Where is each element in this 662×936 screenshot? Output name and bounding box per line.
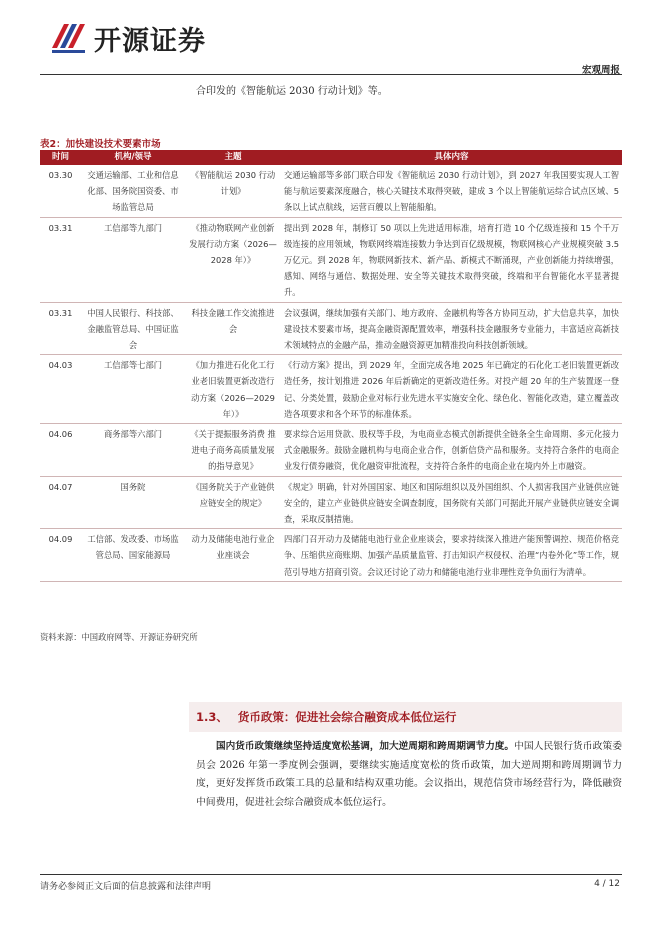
table-row — [40, 476, 622, 529]
cell-org: 交通运输部、工业和信息化部、国务院国资委、市场监管总局 — [81, 165, 185, 217]
page-number: 4 / 12 — [594, 879, 620, 889]
cell-detail: 交通运输部等多部门联合印发《智能航运 2030 行动计划》，到 2027 年我国要实现人工智能与航运要素深度融合，核心关键技术取得突破，建成 3 个以上智能航运综合试点区域、5 条以上试点航线，运营百艘以上智能船舶。 — [281, 165, 622, 217]
cell-time: 03.31 — [40, 217, 81, 302]
table-row — [40, 217, 622, 302]
section-title-text: 货币政策：促进社会综合融资成本低位运行 — [237, 710, 457, 724]
column-header-time: 时间 — [40, 150, 81, 165]
cell-org: 工信部等七部门 — [81, 355, 185, 424]
cell-detail: 《规定》明确，针对外国国家、地区和国际组织以及外国组织、个人损害我国产业链供应链安全的，建立产业链供应链安全调查制度，国务院有关部门可据此开展产业链供应链安全调查，采取反制措施。 — [281, 476, 622, 529]
footer-disclaimer: 请务必参阅正文后面的信息披露和法律声明 — [40, 882, 212, 892]
table-row — [40, 165, 622, 217]
cell-topic: 《智能航运 2030 行动计划》 — [185, 165, 281, 217]
logo-text: 开源证券 — [94, 25, 206, 57]
cell-org: 中国人民银行、科技部、金融监管总局、中国证监会 — [81, 302, 185, 355]
header-divider — [40, 74, 622, 75]
cell-topic: 科技金融工作交流推进会 — [185, 302, 281, 355]
page-header — [0, 0, 662, 76]
footer-divider — [40, 874, 622, 875]
table-row — [40, 355, 622, 424]
intro-text: 合印发的《智能航运 2030 行动计划》等。 — [196, 86, 388, 97]
table-row — [40, 529, 622, 582]
table-title: 表2：加快建设技术要素市场 — [40, 139, 161, 150]
cell-time: 04.03 — [40, 355, 81, 424]
table-header-row — [40, 150, 622, 165]
cell-detail: 提出到 2028 年，制修订 50 项以上先进适用标准，培育打造 10 个亿级连接和 15 个千万级连接的应用领域，物联网终端连接数力争达到百亿级规模，物联网核心产业规模突破 3.5 万亿元。到 2028 年，物联网新技术、新产品、新模式不断涌现，产业创新能力持续增强，感知、网络与通信、数据处理、安全等关键技术取得突破，终端和平台智能化水平显著提升。 — [281, 217, 622, 302]
cell-topic: 动力及储能电池行业企业座谈会 — [185, 529, 281, 582]
cell-detail: 要求综合运用贷款、股权等手段，为电商业态模式创新提供全链条全生命周期、多元化接力式金融服务。鼓励金融机构与电商企业合作，创新信贷产品和服务。支持符合条件的电商企业发行债券融资，优化融资审批流程，支持符合条件的电商企业在境内外上市融资。 — [281, 424, 622, 477]
policy-table — [40, 150, 622, 582]
cell-time: 04.07 — [40, 476, 81, 529]
cell-detail: 四部门召开动力及储能电池行业企业座谈会，要求持续深入推进产能预警调控、规范价格竞争、压缩供应商账期、加强产品质量监管、打击知识产权侵权、治理“内卷外化”等工作，规范引导地方招商引资。会议还讨论了动力和储能电池行业非理性竞争负面行为清单。 — [281, 529, 622, 582]
cell-org: 国务院 — [81, 476, 185, 529]
paragraph-lead: 国内货币政策继续坚持适度宽松基调，加大逆周期和跨周期调节力度。 — [216, 741, 515, 752]
table-row — [40, 424, 622, 477]
section-number: 1.3、 — [196, 710, 228, 724]
cell-detail: 会议强调，继续加强有关部门、地方政府、金融机构等各方协同互动，扩大信息共享，加快建设技术要素市场，提高金融资源配置效率，增强科技金融服务专业能力，丰富适应高新技术领域特点的金融产品，推动金融资源更加精准投向科技创新领域。 — [281, 302, 622, 355]
column-header-org: 机构/领导 — [81, 150, 185, 165]
cell-time: 04.06 — [40, 424, 81, 477]
cell-org: 工信部等九部门 — [81, 217, 185, 302]
report-type-label: 宏观周报 — [581, 65, 620, 76]
section-heading — [196, 709, 456, 725]
table-source-note: 资料来源：中国政府网等、开源证券研究所 — [40, 632, 198, 642]
company-logo — [48, 18, 206, 58]
cell-org: 工信部、发改委、市场监管总局、国家能源局 — [81, 529, 185, 582]
column-header-topic: 主题 — [185, 150, 281, 165]
body-paragraph — [196, 738, 622, 812]
table-row — [40, 302, 622, 355]
cell-topic: 《加力推进石化化工行业老旧装置更新改造行动方案（2026—2029 年）》 — [185, 355, 281, 424]
cell-time: 04.09 — [40, 529, 81, 582]
column-header-detail: 具体内容 — [281, 150, 622, 165]
cell-org: 商务部等六部门 — [81, 424, 185, 477]
cell-topic: 《推动物联网产业创新发展行动方案（2026—2028 年）》 — [185, 217, 281, 302]
cell-topic: 《国务院关于产业链供应链安全的规定》 — [185, 476, 281, 529]
cell-topic: 《关于提振服务消费 推进电子商务高质量发展的指导意见》 — [185, 424, 281, 477]
logo-mark-icon — [48, 18, 88, 58]
paragraph-body: 中国人民银行货币政策委员会 2026 年第一季度例会强调，要继续实施适度宽松的货币政策，加大逆周期和跨周期调节力度，更好发挥货币政策工具的总量和结构双重功能。会议指出，规范信贷市场经营行为，降低融资中间费用，促进社会综合融资成本低位运行。 — [196, 741, 622, 808]
cell-time: 03.30 — [40, 165, 81, 217]
cell-detail: 《行动方案》提出，到 2029 年，全面完成各地 2025 年已确定的石化化工老旧装置更新改造任务，按计划推进 2026 年后新确定的更新改造任务。对投产超 20 年的生产装置逐一登记、分类处置，鼓励企业对标行业先进水平实施安全化、绿色化、智能化改造，建立覆盖改造各项要求和各个环节的标准体系。 — [281, 355, 622, 424]
cell-time: 03.31 — [40, 302, 81, 355]
